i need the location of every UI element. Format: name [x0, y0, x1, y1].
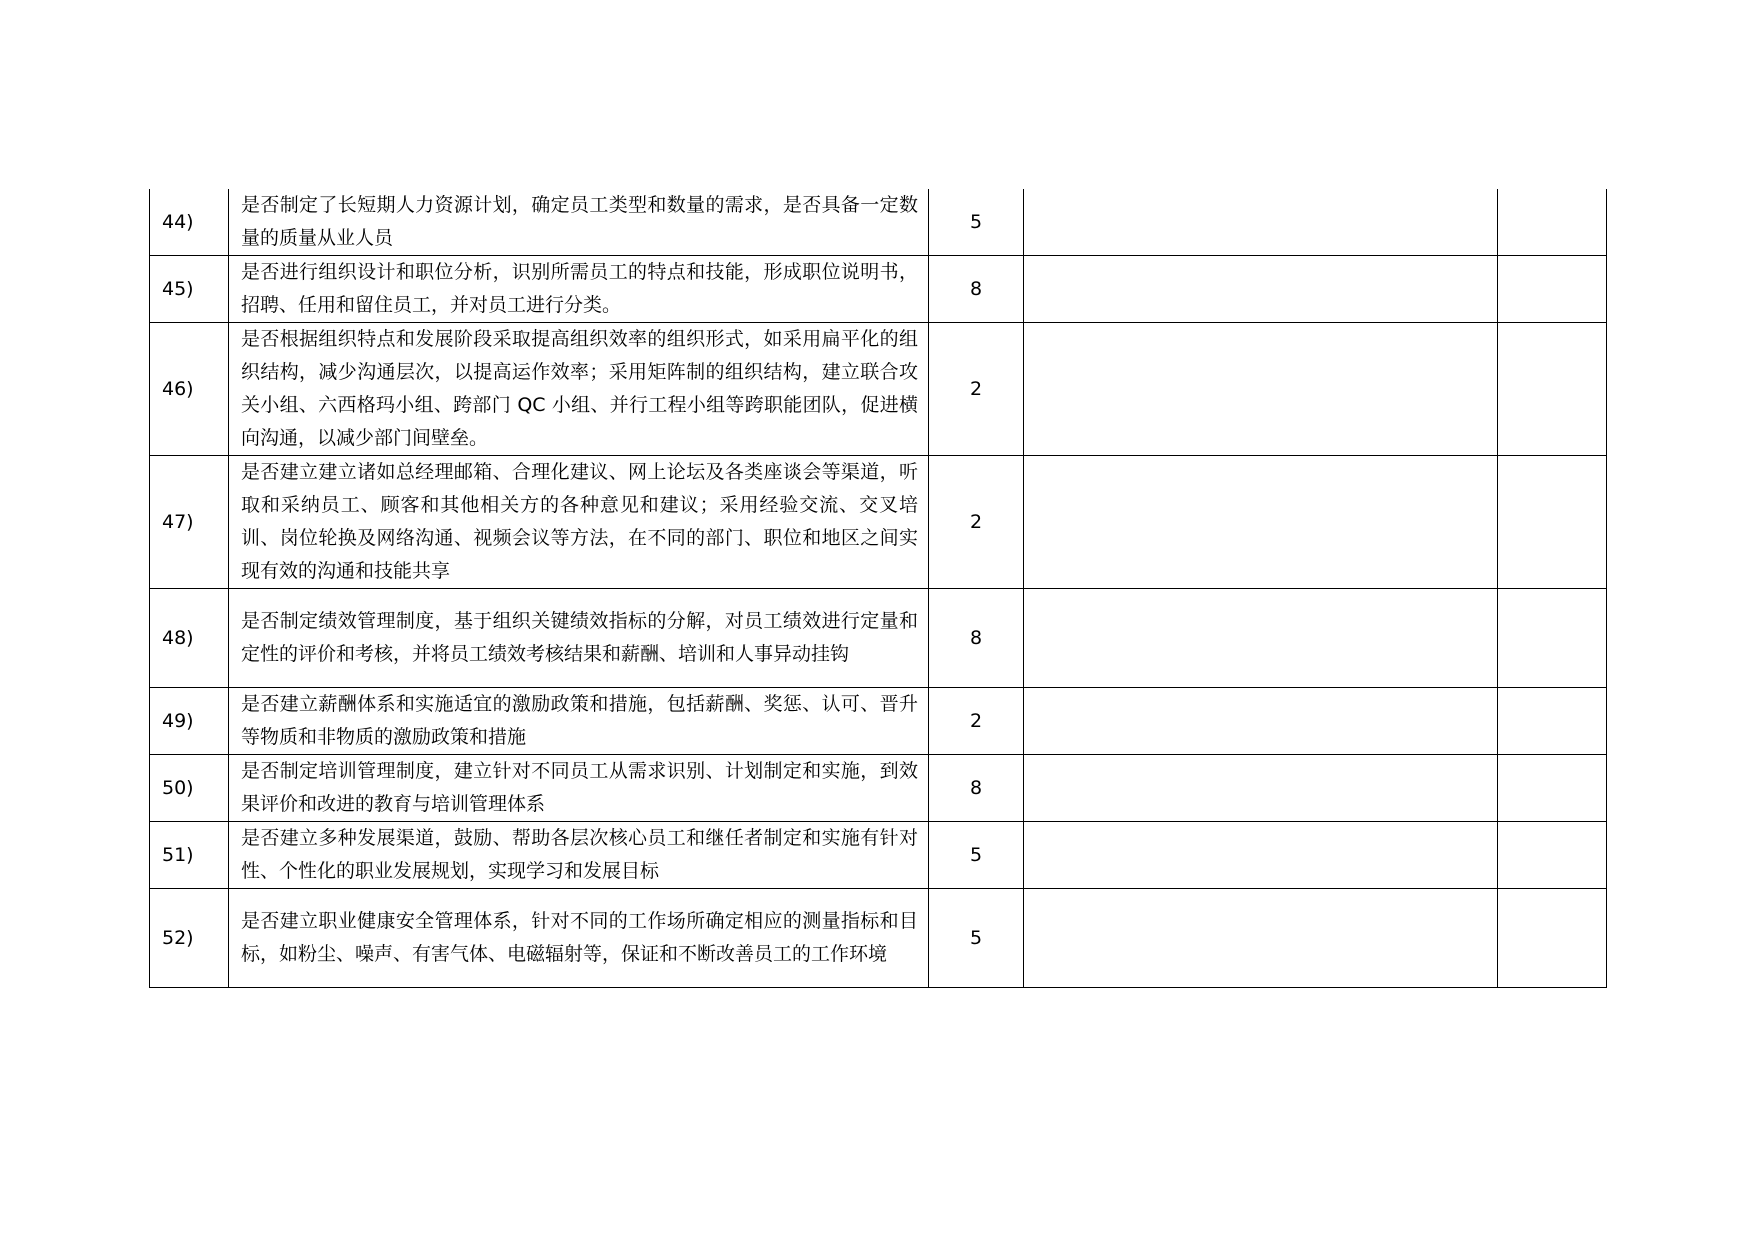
blank-cell: [1024, 755, 1498, 822]
table-row: [150, 589, 1607, 688]
item-score: 8: [929, 256, 1024, 323]
table-row: [150, 889, 1607, 988]
table-row: [150, 256, 1607, 323]
blank-cell: [1024, 589, 1498, 688]
item-number: 46): [150, 323, 229, 456]
blank-cell: [1498, 256, 1607, 323]
table-row: [150, 323, 1607, 456]
item-score: 2: [929, 688, 1024, 755]
item-number: 50): [150, 755, 229, 822]
blank-cell: [1024, 189, 1498, 256]
item-description: 是否建立职业健康安全管理体系，针对不同的工作场所确定相应的测量指标和目标，如粉尘、噪声、有害气体、电磁辐射等，保证和不断改善员工的工作环境: [229, 889, 929, 988]
item-number: 47): [150, 456, 229, 589]
blank-cell: [1498, 189, 1607, 256]
item-description: 是否进行组织设计和职位分析，识别所需员工的特点和技能，形成职位说明书，招聘、任用和留住员工，并对员工进行分类。: [229, 256, 929, 323]
item-description: 是否建立建立诸如总经理邮箱、合理化建议、网上论坛及各类座谈会等渠道，听取和采纳员工、顾客和其他相关方的各种意见和建议；采用经验交流、交叉培训、岗位轮换及网络沟通、视频会议等方法，在不同的部门、职位和地区之间实现有效的沟通和技能共享: [229, 456, 929, 589]
blank-cell: [1498, 589, 1607, 688]
item-description: 是否建立薪酬体系和实施适宜的激励政策和措施，包括薪酬、奖惩、认可、晋升等物质和非物质的激励政策和措施: [229, 688, 929, 755]
blank-cell: [1024, 323, 1498, 456]
blank-cell: [1498, 323, 1607, 456]
table-row: [150, 822, 1607, 889]
blank-cell: [1024, 822, 1498, 889]
blank-cell: [1498, 822, 1607, 889]
blank-cell: [1498, 755, 1607, 822]
item-number: 48): [150, 589, 229, 688]
blank-cell: [1498, 456, 1607, 589]
item-score: 2: [929, 456, 1024, 589]
item-description: 是否制定了长短期人力资源计划，确定员工类型和数量的需求，是否具备一定数量的质量从业人员: [229, 189, 929, 256]
item-score: 2: [929, 323, 1024, 456]
item-number: 49): [150, 688, 229, 755]
item-number: 44): [150, 189, 229, 256]
table-row: [150, 755, 1607, 822]
item-score: 8: [929, 755, 1024, 822]
blank-cell: [1024, 688, 1498, 755]
item-score: 8: [929, 589, 1024, 688]
table-row: [150, 456, 1607, 589]
item-number: 52): [150, 889, 229, 988]
item-number: 51): [150, 822, 229, 889]
blank-cell: [1024, 256, 1498, 323]
table-row: [150, 189, 1607, 256]
item-score: 5: [929, 189, 1024, 256]
item-description: 是否建立多种发展渠道，鼓励、帮助各层次核心员工和继任者制定和实施有针对性、个性化的职业发展规划，实现学习和发展目标: [229, 822, 929, 889]
item-description: 是否制定绩效管理制度，基于组织关键绩效指标的分解，对员工绩效进行定量和定性的评价和考核，并将员工绩效考核结果和薪酬、培训和人事异动挂钩: [229, 589, 929, 688]
evaluation-table: [149, 189, 1607, 988]
item-score: 5: [929, 889, 1024, 988]
item-description: 是否制定培训管理制度，建立针对不同员工从需求识别、计划制定和实施，到效果评价和改进的教育与培训管理体系: [229, 755, 929, 822]
blank-cell: [1498, 889, 1607, 988]
item-score: 5: [929, 822, 1024, 889]
blank-cell: [1024, 889, 1498, 988]
item-number: 45): [150, 256, 229, 323]
item-description: 是否根据组织特点和发展阶段采取提高组织效率的组织形式，如采用扁平化的组织结构，减少沟通层次，以提高运作效率；采用矩阵制的组织结构，建立联合攻关小组、六西格玛小组、跨部门 QC 小组、并行工程小组等跨职能团队，促进横向沟通，以减少部门间壁垒。: [229, 323, 929, 456]
table-row: [150, 688, 1607, 755]
blank-cell: [1498, 688, 1607, 755]
blank-cell: [1024, 456, 1498, 589]
